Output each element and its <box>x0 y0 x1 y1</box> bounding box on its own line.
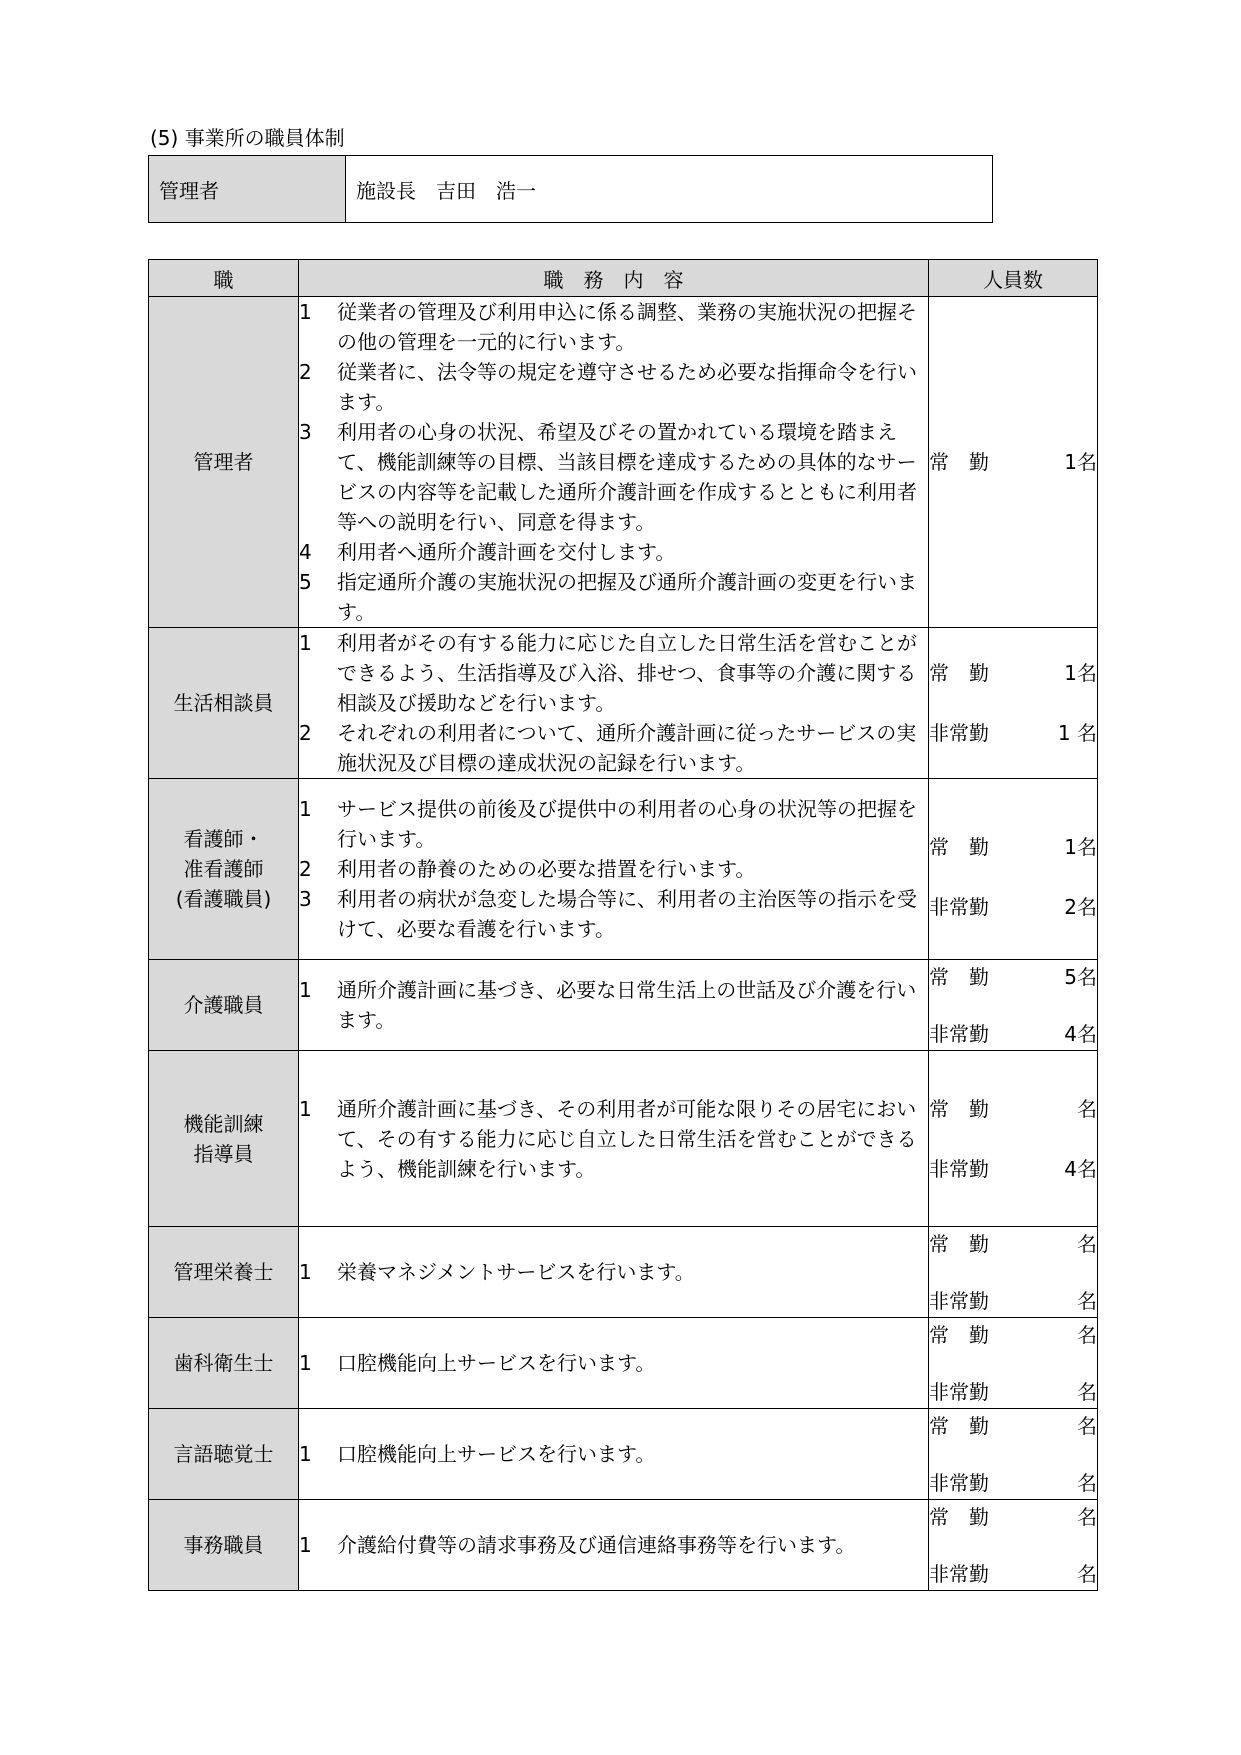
staff-count <box>929 1051 1098 1227</box>
duty-number: 1 <box>299 1533 312 1557</box>
duty-number: 4 <box>299 540 312 564</box>
count-line <box>929 1154 1097 1184</box>
count-line <box>929 447 1097 477</box>
job-title-line: (看護職員) <box>175 887 272 911</box>
duty-text: 介護給付費等の請求事務及び通信連絡事務等を行います。 <box>337 1533 856 1557</box>
duty-description <box>299 1409 929 1500</box>
job-title <box>149 779 299 960</box>
count-type: 非常勤 <box>929 721 989 745</box>
job-title-line: 管理栄養士 <box>173 1260 274 1284</box>
table-row <box>149 628 1098 779</box>
duty-item <box>299 537 928 567</box>
count-number: 名 <box>1077 1288 1097 1313</box>
duty-text: 口腔機能向上サービスを行います。 <box>337 1442 656 1466</box>
staff-count <box>929 1500 1098 1591</box>
duty-number: 1 <box>299 631 312 655</box>
duty-item <box>299 1348 928 1378</box>
duty-item <box>299 297 928 357</box>
manager-value: 施設長 吉田 浩一 <box>346 156 993 223</box>
count-type: 常 勤 <box>929 1413 989 1438</box>
duty-number: 1 <box>299 1096 312 1121</box>
duty-text: 従業者の管理及び利用申込に係る調整、業務の実施状況の把握その他の管理を一元的に行います。 <box>337 300 917 354</box>
duty-description <box>299 779 929 960</box>
duty-item <box>299 718 928 778</box>
duty-item <box>299 854 928 884</box>
count-type: 常 勤 <box>929 835 989 859</box>
duty-number: 1 <box>299 300 312 324</box>
job-title-line: 介護職員 <box>183 993 264 1017</box>
duty-number: 1 <box>299 1351 312 1375</box>
count-type: 常 勤 <box>929 661 989 685</box>
count-number: 1 名 <box>1057 721 1097 745</box>
duty-text: サービス提供の前後及び提供中の利用者の心身の状況等の把握を行います。 <box>337 797 917 851</box>
job-title-line: 言語聴覚士 <box>173 1442 274 1466</box>
count-type: 常 勤 <box>929 964 989 989</box>
count-line <box>929 1320 1097 1350</box>
duty-text: 栄養マネジメントサービスを行います。 <box>337 1260 695 1284</box>
job-title <box>149 1318 299 1409</box>
staff-count <box>929 1227 1098 1318</box>
duty-item <box>299 975 928 1035</box>
count-line <box>929 1377 1097 1407</box>
table-row <box>149 960 1098 1051</box>
count-number: 名 <box>1077 1470 1097 1495</box>
count-type: 常 勤 <box>929 450 989 474</box>
count-line <box>929 962 1097 992</box>
duty-item <box>299 884 928 944</box>
duty-item <box>299 794 928 854</box>
count-type: 非常勤 <box>929 1470 989 1495</box>
count-number: 名 <box>1077 1322 1097 1347</box>
count-number: 名 <box>1077 1379 1097 1404</box>
job-title-line: 歯科衛生士 <box>173 1351 274 1375</box>
count-number: 5名 <box>1064 964 1097 989</box>
manager-label: 管理者 <box>149 156 346 223</box>
count-number: 1名 <box>1064 661 1097 685</box>
count-type: 常 勤 <box>929 1504 989 1529</box>
count-line <box>929 1411 1097 1441</box>
count-number: 2名 <box>1064 895 1097 919</box>
job-title-line: 看護師・ <box>183 827 264 851</box>
table-row <box>149 1409 1098 1500</box>
duty-text: 口腔機能向上サービスを行います。 <box>337 1351 656 1375</box>
job-title-line: 管理者 <box>193 450 254 474</box>
duty-text: 利用者へ通所介護計画を交付します。 <box>337 540 676 564</box>
count-type: 非常勤 <box>929 1021 989 1046</box>
count-number: 1名 <box>1064 450 1097 474</box>
count-line <box>929 1286 1097 1316</box>
staff-count <box>929 1409 1098 1500</box>
table-row <box>149 1500 1098 1591</box>
count-line <box>929 1502 1097 1532</box>
duty-description <box>299 297 929 628</box>
staff-count <box>929 628 1098 779</box>
duty-text: 通所介護計画に基づき、必要な日常生活上の世話及び介護を行います。 <box>337 978 917 1032</box>
count-type: 常 勤 <box>929 1096 989 1121</box>
duty-text: 通所介護計画に基づき、その利用者が可能な限りその居宅において、その有する能力に応じ自立した日常生活を営むことができるよう、機能訓練を行います。 <box>337 1096 917 1181</box>
job-title <box>149 1227 299 1318</box>
duty-number: 2 <box>299 721 312 745</box>
manager-box <box>148 155 993 223</box>
count-line <box>929 658 1097 688</box>
count-line <box>929 1468 1097 1498</box>
duty-text: 利用者の静養のための必要な措置を行います。 <box>337 857 756 881</box>
count-type: 常 勤 <box>929 1231 989 1256</box>
duty-item <box>299 1439 928 1469</box>
count-line <box>929 1019 1097 1049</box>
count-type: 常 勤 <box>929 1322 989 1347</box>
duty-text: 利用者がその有する能力に応じた自立した日常生活を営むことができるよう、生活指導及び入浴、排せつ、食事等の介護に関する相談及び援助などを行います。 <box>337 631 917 715</box>
duty-description <box>299 1051 929 1227</box>
job-title <box>149 960 299 1051</box>
duty-number: 3 <box>299 887 312 911</box>
staff-count <box>929 779 1098 960</box>
table-row <box>149 1051 1098 1227</box>
count-number: 名 <box>1077 1561 1097 1586</box>
staff-count <box>929 297 1098 628</box>
count-type: 非常勤 <box>929 1561 989 1586</box>
count-type: 非常勤 <box>929 895 989 919</box>
staff-table <box>148 259 1098 1591</box>
count-line <box>929 1094 1097 1124</box>
count-number: 4名 <box>1064 1021 1097 1046</box>
duty-number: 1 <box>299 1442 312 1466</box>
duty-description <box>299 1500 929 1591</box>
duty-number: 1 <box>299 978 312 1002</box>
duty-text: 従業者に、法令等の規定を遵守させるため必要な指揮命令を行います。 <box>337 360 917 414</box>
count-number: 名 <box>1077 1413 1097 1438</box>
table-row <box>149 1318 1098 1409</box>
job-title <box>149 628 299 779</box>
count-number: 名 <box>1077 1231 1097 1256</box>
header-duty: 職 務 内 容 <box>299 260 929 297</box>
duty-number: 1 <box>299 1260 312 1284</box>
count-number: 1名 <box>1064 835 1097 859</box>
count-line <box>929 1229 1097 1259</box>
job-title-line: 准看護師 <box>183 857 264 881</box>
duty-item <box>299 1530 928 1560</box>
duty-number: 1 <box>299 797 312 821</box>
duty-item <box>299 1094 928 1184</box>
job-title <box>149 297 299 628</box>
table-row <box>149 1227 1098 1318</box>
duty-item <box>299 357 928 417</box>
header-count: 人員数 <box>929 260 1098 297</box>
duty-description <box>299 628 929 779</box>
job-title-line: 生活相談員 <box>173 691 274 715</box>
count-line <box>929 1559 1097 1589</box>
duty-number: 2 <box>299 360 312 384</box>
count-line <box>929 892 1097 922</box>
count-type: 非常勤 <box>929 1379 989 1404</box>
duty-item <box>299 1257 928 1287</box>
duty-number: 3 <box>299 420 312 444</box>
job-title-line: 機能訓練 <box>183 1111 264 1136</box>
count-type: 非常勤 <box>929 1288 989 1313</box>
staff-count <box>929 1318 1098 1409</box>
duty-item <box>299 417 928 537</box>
duty-number: 5 <box>299 570 312 594</box>
table-header-row <box>149 260 1098 297</box>
section-title: (5) 事業所の職員体制 <box>150 126 345 150</box>
duty-text: 利用者の心身の状況、希望及びその置かれている環境を踏まえて、機能訓練等の目標、当該目標を達成するための具体的なサービスの内容等を記載した通所介護計画を作成するとともに利用者等への説明を行い、同意を得ます。 <box>337 420 917 534</box>
duty-description <box>299 960 929 1051</box>
duty-number: 2 <box>299 857 312 881</box>
count-number: 4名 <box>1064 1156 1097 1181</box>
table-row <box>149 297 1098 628</box>
count-line <box>929 718 1097 748</box>
count-number: 名 <box>1077 1504 1097 1529</box>
duty-description <box>299 1227 929 1318</box>
job-title-line: 指導員 <box>193 1141 254 1166</box>
job-title <box>149 1051 299 1227</box>
duty-description <box>299 1318 929 1409</box>
duty-text: それぞれの利用者について、通所介護計画に従ったサービスの実施状況及び目標の達成状況の記録を行います。 <box>337 721 917 775</box>
count-type: 非常勤 <box>929 1156 989 1181</box>
duty-text: 指定通所介護の実施状況の把握及び通所介護計画の変更を行います。 <box>337 570 917 624</box>
duty-text: 利用者の病状が急変した場合等に、利用者の主治医等の指示を受けて、必要な看護を行います。 <box>337 887 917 941</box>
count-line <box>929 832 1097 862</box>
job-title <box>149 1409 299 1500</box>
staff-count <box>929 960 1098 1051</box>
table-row <box>149 779 1098 960</box>
duty-item <box>299 628 928 718</box>
job-title-line: 事務職員 <box>183 1533 264 1557</box>
duty-item <box>299 567 928 627</box>
header-job: 職 <box>149 260 299 297</box>
job-title <box>149 1500 299 1591</box>
count-number: 名 <box>1077 1096 1097 1121</box>
